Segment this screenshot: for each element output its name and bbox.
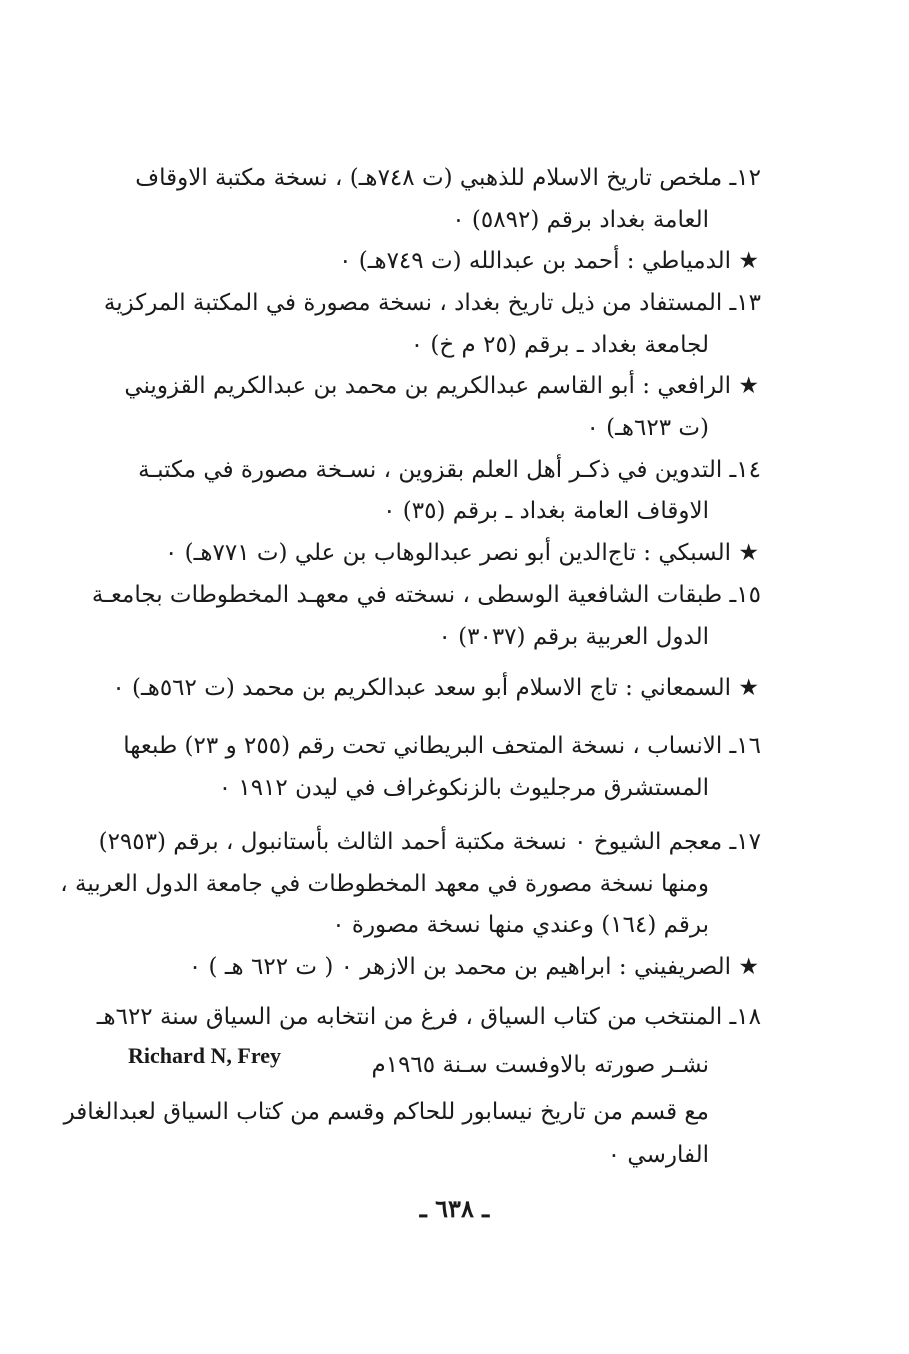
entry-14-line-1: ١٤ـ التدوين في ذكـر أهل العلم بقزوين ، نسـخة مصورة في مكتبـة [138, 457, 761, 483]
author-note-samani: ★ السمعاني : تاج الاسلام أبو سعد عبدالكريم بن محمد (ت ٥٦٢هـ) ٠ [112, 675, 759, 701]
author-note-rafii-line-2: (ت ٦٢٣هـ) ٠ [586, 415, 709, 441]
author-note-subki: ★ السبكي : تاج‌الدين أبو نصر عبدالوهاب بن علي (ت ٧٧١هـ) ٠ [165, 540, 759, 566]
entry-17-line-2: ومنها نسخة مصورة في معهد المخطوطات في جامعة الدول العربية ، [60, 871, 709, 897]
entry-16-line-1: ١٦ـ الانساب ، نسخة المتحف البريطاني تحت رقم (٢٥٥ و ٢٣) طبعها [123, 733, 761, 759]
entry-18-line-3: مع قسم من تاريخ نيسابور للحاكم وقسم من كتاب السياق لعبدالغافر [63, 1099, 709, 1125]
entry-18-line-2: نشـر صورته بالاوفست سـنة ١٩٦٥م [371, 1052, 709, 1078]
entry-15-line-2: الدول العربية برقم (٣٠٣٧) ٠ [438, 624, 709, 650]
entry-13-line-2: لجامعة بغداد ـ برقم (٢٥ م خ) ٠ [410, 332, 709, 358]
entry-17-line-3: برقم (١٦٤) وعندي منها نسخة مصورة ٠ [332, 912, 709, 938]
entry-15-line-1: ١٥ـ طبقات الشافعية الوسطى ، نسخته في معهـد المخطوطات بجامعـة [91, 582, 761, 608]
entry-13-line-1: ١٣ـ المستفاد من ذيل تاريخ بغداد ، نسخة مصورة في المكتبة المركزية [103, 290, 761, 316]
entry-12-line-2: العامة بغداد برقم (٥٨٩٢) ٠ [452, 207, 709, 233]
latin-author-name: Richard N, Frey [128, 1043, 281, 1068]
page-number: ـ ٦٣٨ ـ [419, 1194, 490, 1223]
entry-18-line-4: الفارسي ٠ [607, 1142, 709, 1168]
entry-14-line-2: الاوقاف العامة بغداد ـ برقم (٣٥) ٠ [383, 498, 709, 524]
author-note-rafii-line-1: ★ الرافعي : أبو القاسم عبدالكريم بن محمد بن عبدالكريم القزويني [124, 373, 759, 399]
entry-16-line-2: المستشرق مرجليوث بالزنكوغراف في ليدن ١٩١٢ ٠ [218, 775, 709, 801]
entry-17-line-1: ١٧ـ معجم الشيوخ ٠ نسخة مكتبة أحمد الثالث بأستانبول ، برقم (٢٩٥٣) [98, 829, 761, 855]
author-note-dimyati: ★ الدمياطي : أحمد بن عبدالله (ت ٧٤٩هـ) ٠ [339, 248, 759, 274]
entry-12-line-1: ١٢ـ ملخص تاريخ الاسلام للذهبي (ت ٧٤٨هـ) ، نسخة مكتبة الاوقاف [135, 165, 761, 191]
entry-18-line-1: ١٨ـ المنتخب من كتاب السياق ، فرغ من انتخابه من السياق سنة ٦٢٢هـ [96, 1004, 761, 1030]
author-note-sarifini: ★ الصريفيني : ابراهيم بن محمد بن الازهر ٠ ( ت ٦٢٢ هـ ) ٠ [188, 954, 759, 980]
